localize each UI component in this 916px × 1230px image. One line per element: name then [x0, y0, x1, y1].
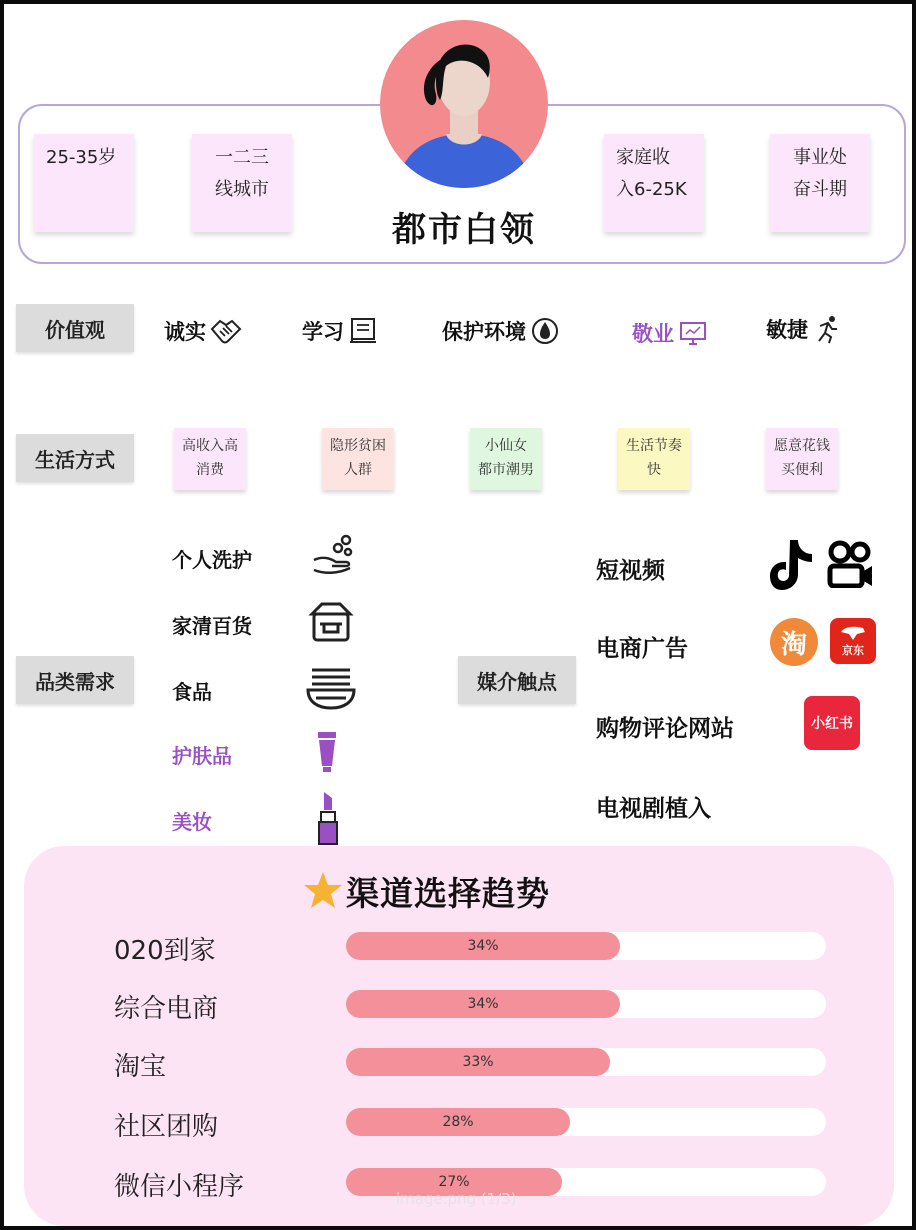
- jd-logo-icon: [830, 618, 876, 664]
- hand-wash-icon: [310, 534, 356, 576]
- xiaohongshu-logo-icon: 小红书: [804, 696, 860, 750]
- category-item-personal-care: 个人洗护: [172, 548, 252, 572]
- channel-bar-percent: 27%: [438, 1174, 470, 1190]
- persona-note-career: 事业处 奋斗期: [770, 134, 870, 232]
- noodle-bowl-icon: [306, 664, 356, 712]
- channel-row-label: 淘宝: [114, 1052, 167, 1082]
- persona-note-income: 家庭收 入6-25K: [604, 134, 704, 232]
- jd-dog-icon: [839, 624, 867, 642]
- values-label: 价值观: [16, 304, 134, 352]
- value-item-honesty: [164, 316, 242, 346]
- value-label: 诚实: [164, 320, 206, 344]
- media-item-ecommerce-ads: 电商广告: [596, 636, 688, 662]
- channel-bar-percent: 34%: [467, 938, 499, 954]
- channel-row-label: 020到家: [114, 936, 216, 966]
- lifestyle-note: 生活节奏 快: [618, 428, 690, 490]
- runner-icon: [812, 314, 840, 344]
- category-item-household: 家清百货: [172, 614, 252, 638]
- persona-title: 都市白领: [392, 210, 536, 250]
- handshake-icon: [210, 317, 242, 345]
- media-item-review-sites: 购物评论网站: [596, 716, 734, 742]
- channel-bar-track: [346, 1108, 826, 1136]
- avatar: [380, 20, 548, 188]
- value-label: 敬业: [632, 322, 674, 346]
- lifestyle-note: 高收入高 消费: [174, 428, 246, 490]
- persona-canvas: [4, 4, 912, 1226]
- media-item-short-video: 短视频: [596, 558, 665, 584]
- value-item-learning: [302, 316, 378, 346]
- channel-row-label: 综合电商: [114, 994, 219, 1024]
- persona-note-age: 25-35岁: [34, 134, 134, 232]
- store-basket-icon: [308, 600, 354, 644]
- channel-bar-percent: 28%: [442, 1114, 474, 1130]
- lipstick-icon: [316, 790, 340, 846]
- channel-bar-track: [346, 932, 826, 960]
- category-item-skincare: 护肤品: [172, 744, 232, 768]
- channel-trend-title: 渠道选择趋势: [346, 874, 550, 913]
- tiktok-logo-icon: [768, 538, 814, 592]
- woman-avatar-icon: [380, 20, 548, 188]
- media-label: 媒介触点: [458, 656, 576, 704]
- lifestyle-note: 小仙女 都市潮男: [470, 428, 542, 490]
- image-watermark: image.png (1/3): [396, 1190, 517, 1208]
- value-label: 学习: [302, 320, 344, 344]
- taobao-logo-icon: 淘: [770, 618, 818, 666]
- lifestyle-note: 隐形贫困 人群: [322, 428, 394, 490]
- media-item-tv-placement: 电视剧植入: [596, 796, 711, 822]
- channel-row-label: 社区团购: [114, 1112, 219, 1142]
- value-item-dedication: [632, 318, 708, 348]
- channel-bar-track: [346, 990, 826, 1018]
- star-icon: [302, 870, 344, 910]
- channel-bar-percent: 34%: [467, 996, 499, 1012]
- jd-logo-label: 京东: [842, 644, 864, 657]
- channel-row-label: 微信小程序: [114, 1172, 245, 1202]
- kuaishou-logo-icon: [826, 540, 874, 588]
- category-item-food: 食品: [172, 680, 212, 704]
- monitor-icon: [678, 320, 708, 346]
- value-label: 敏捷: [766, 318, 808, 342]
- channel-bar-track: [346, 1048, 826, 1076]
- value-item-environment: [442, 316, 560, 346]
- skincare-tube-icon: [316, 730, 338, 774]
- persona-note-city: 一二三 线城市: [192, 134, 292, 232]
- lifestyle-label: 生活方式: [16, 434, 134, 482]
- value-label: 保护环境: [442, 320, 526, 344]
- lifestyle-note: 愿意花钱 买便利: [766, 428, 838, 490]
- eco-water-icon: [530, 316, 560, 346]
- value-item-agility: [766, 314, 840, 344]
- channel-bar-percent: 33%: [462, 1054, 494, 1070]
- category-item-makeup: 美妆: [172, 810, 212, 834]
- categories-label: 品类需求: [16, 656, 134, 704]
- book-icon: [348, 316, 378, 346]
